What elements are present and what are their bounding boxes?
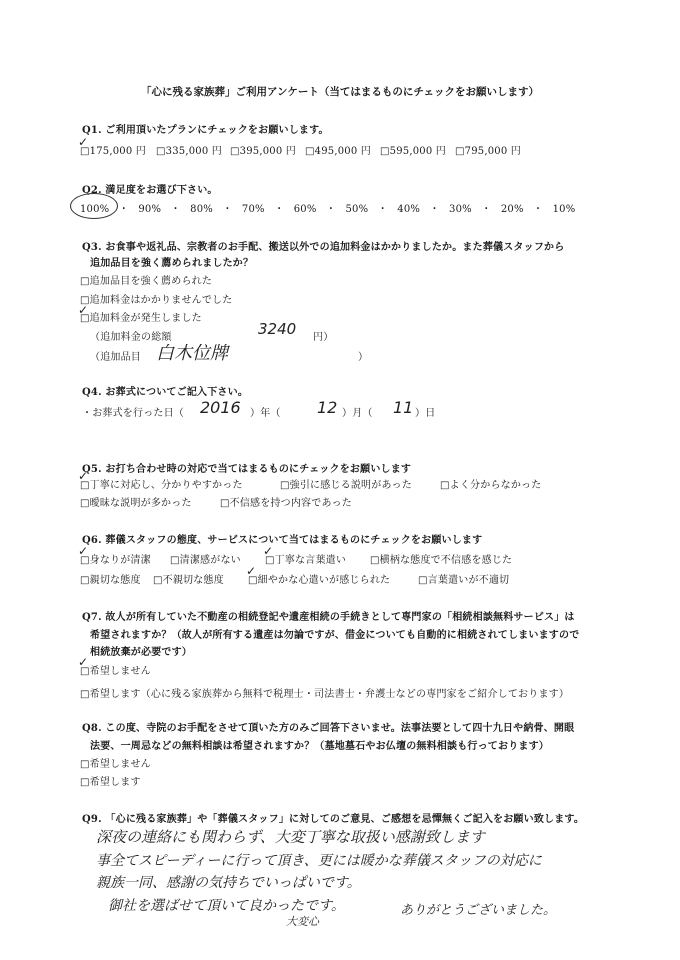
q8-option-no[interactable]: □希望しません — [80, 759, 151, 770]
checkmark-icon: ✓ — [263, 544, 274, 558]
q1-option-395000[interactable]: □395,000 円 — [230, 146, 296, 157]
q6-option-kind[interactable]: □親切な態度 — [80, 575, 141, 586]
q6-option-unclean[interactable]: □清潔感がない — [170, 555, 241, 566]
q7-option-no[interactable]: □希望しません — [80, 666, 151, 677]
q9-answer-line1[interactable]: 深夜の連絡にも関わらず、大変丁寧な取扱い感謝致します — [96, 828, 485, 846]
q1-option-175000[interactable]: □175,000 円 — [80, 146, 146, 157]
q6-question: Q6. 葬儀スタッフの態度、サービスについて当てはまるものにチェックをお願いします — [82, 535, 483, 546]
q1-question: Q1. ご利用頂いたプランにチェックをお願いします。 — [82, 125, 329, 136]
q8-question-line2: 法要、一周忌などの無料相談は希望されますか？（墓地墓石やお仏壇の無料相談も行っております） — [90, 741, 549, 752]
q9-answer-line2[interactable]: 事全てスピーディーに行って頂き、更には暖かな葬儀スタッフの対応に — [96, 853, 542, 869]
checkmark-icon: ✓ — [78, 655, 89, 669]
q5-option-clear[interactable]: □丁寧に対応し、分かりやすかった — [80, 480, 243, 491]
checkmark-icon: ✓ — [78, 303, 89, 317]
q5-option-unclear[interactable]: □よく分からなかった — [440, 480, 542, 491]
q5-question: Q5. お打ち合わせ時の対応で当てはまるものにチェックをお願いします — [82, 464, 412, 475]
q4-day-unit: ）日 — [415, 408, 436, 419]
q9-question: Q9. 「心に残る家族葬」や「葬儀スタッフ」に対してのご意見、ご感想を忌憚無くご記入をお願い致します。 — [82, 814, 585, 825]
checkmark-icon: ✓ — [246, 564, 257, 578]
q9-signature: 大変心 — [286, 915, 319, 928]
q6-option-unkind[interactable]: □不親切な態度 — [153, 575, 224, 586]
q2-question: Q2. 満足度をお選び下さい。 — [82, 185, 218, 196]
q4-month-value[interactable]: 12 — [317, 398, 338, 417]
q3-question-line2: 追加品目を強く薦められましたか？ — [90, 258, 254, 269]
q3-option-extra-charged[interactable]: □追加料金が発生しました — [80, 313, 202, 324]
q7-question-line2: 希望されますか？（故人が所有する遺産は勿論ですが、借金についても自動的に相続されてしまいますので — [90, 630, 580, 641]
q1-option-595000[interactable]: □595,000 円 — [380, 146, 446, 157]
q3-option-no-extra[interactable]: □追加料金はかかりませんでした — [80, 295, 233, 306]
q7-question-line1: Q7. 故人が所有していた不動産の相続登記や遺産相続の手続きとして専門家の「相続相談無料サービス」は — [82, 612, 575, 623]
q3-item-label: （追加品目 — [90, 352, 141, 363]
q5-option-pushy[interactable]: □強引に感じる説明があった — [280, 480, 412, 491]
q4-date-label: ・お葬式を行った日（ — [82, 408, 184, 419]
q4-day-value[interactable]: 11 — [393, 398, 414, 417]
q4-year-value[interactable]: 2016 — [200, 398, 241, 417]
q7-question-line3: 相続放棄が必要です） — [90, 647, 192, 658]
survey-title: 「心に残る家族葬」ご利用アンケート（当てはまるものにチェックをお願いします） — [140, 86, 540, 98]
q4-month-unit: ）月（ — [342, 408, 373, 419]
q4-year-unit: ）年（ — [250, 408, 281, 419]
q6-option-improper-speech[interactable]: □言葉遣いが不適切 — [418, 575, 510, 586]
q2-satisfaction-scale[interactable]: 100% ・ 90% ・ 80% ・ 70% ・ 60% ・ 50% ・ 40% ・ 30% ・ 20% ・ 10% — [80, 204, 576, 215]
q3-item-value[interactable]: 白木位牌 — [156, 343, 228, 364]
checkmark-icon: ✓ — [78, 469, 89, 483]
q3-question-line1: Q3. お食事や返礼品、宗教者のお手配、搬送以外での追加料金はかかりましたか。また葬儀スタッフから — [82, 242, 565, 253]
q6-option-clean[interactable]: □身なりが清潔 — [80, 555, 151, 566]
q6-option-polite-speech[interactable]: □丁寧な言葉遣い — [265, 555, 347, 566]
q8-question-line1: Q8. この度、寺院のお手配をさせて頂いた方のみご回答下さいませ。法事法要として四十九日や納骨、開眼 — [82, 723, 575, 734]
q3-option-pressured[interactable]: □追加品目を強く薦められた — [80, 276, 213, 287]
q7-option-yes[interactable]: □希望します（心に残る家族葬から無料で税理士・司法書士・弁護士などの専門家をご紹介しております） — [80, 689, 570, 700]
q3-amount-unit: 円） — [313, 332, 334, 343]
q3-amount-value[interactable]: 3240 — [258, 320, 297, 338]
q4-question: Q4. お葬式についてご記入下さい。 — [82, 387, 249, 398]
q5-option-vague[interactable]: □曖昧な説明が多かった — [80, 498, 192, 509]
selected-circle-mark — [70, 193, 118, 219]
q1-option-795000[interactable]: □795,000 円 — [455, 146, 521, 157]
q9-answer-line4[interactable]: 御社を選ばせて頂いて良かったです。 — [108, 898, 345, 914]
q6-option-arrogant[interactable]: □横柄な態度で不信感を感じた — [370, 555, 513, 566]
q3-item-close: ） — [358, 352, 369, 363]
q3-amount-label: （追加料金の総額 — [90, 332, 172, 343]
checkmark-icon: ✓ — [78, 544, 89, 558]
checkmark-icon: ✓ — [78, 135, 89, 149]
q5-option-distrust[interactable]: □不信感を持つ内容であった — [220, 498, 352, 509]
q9-thanks[interactable]: ありがとうございました。 — [400, 903, 557, 918]
q6-option-considerate[interactable]: □細やかな心遣いが感じられた — [248, 575, 391, 586]
q8-option-yes[interactable]: □希望します — [80, 777, 141, 788]
q1-option-335000[interactable]: □335,000 円 — [156, 146, 222, 157]
q9-answer-line3[interactable]: 親族一同、感謝の気持ちでいっぱいです。 — [96, 875, 361, 891]
q1-option-495000[interactable]: □495,000 円 — [305, 146, 371, 157]
